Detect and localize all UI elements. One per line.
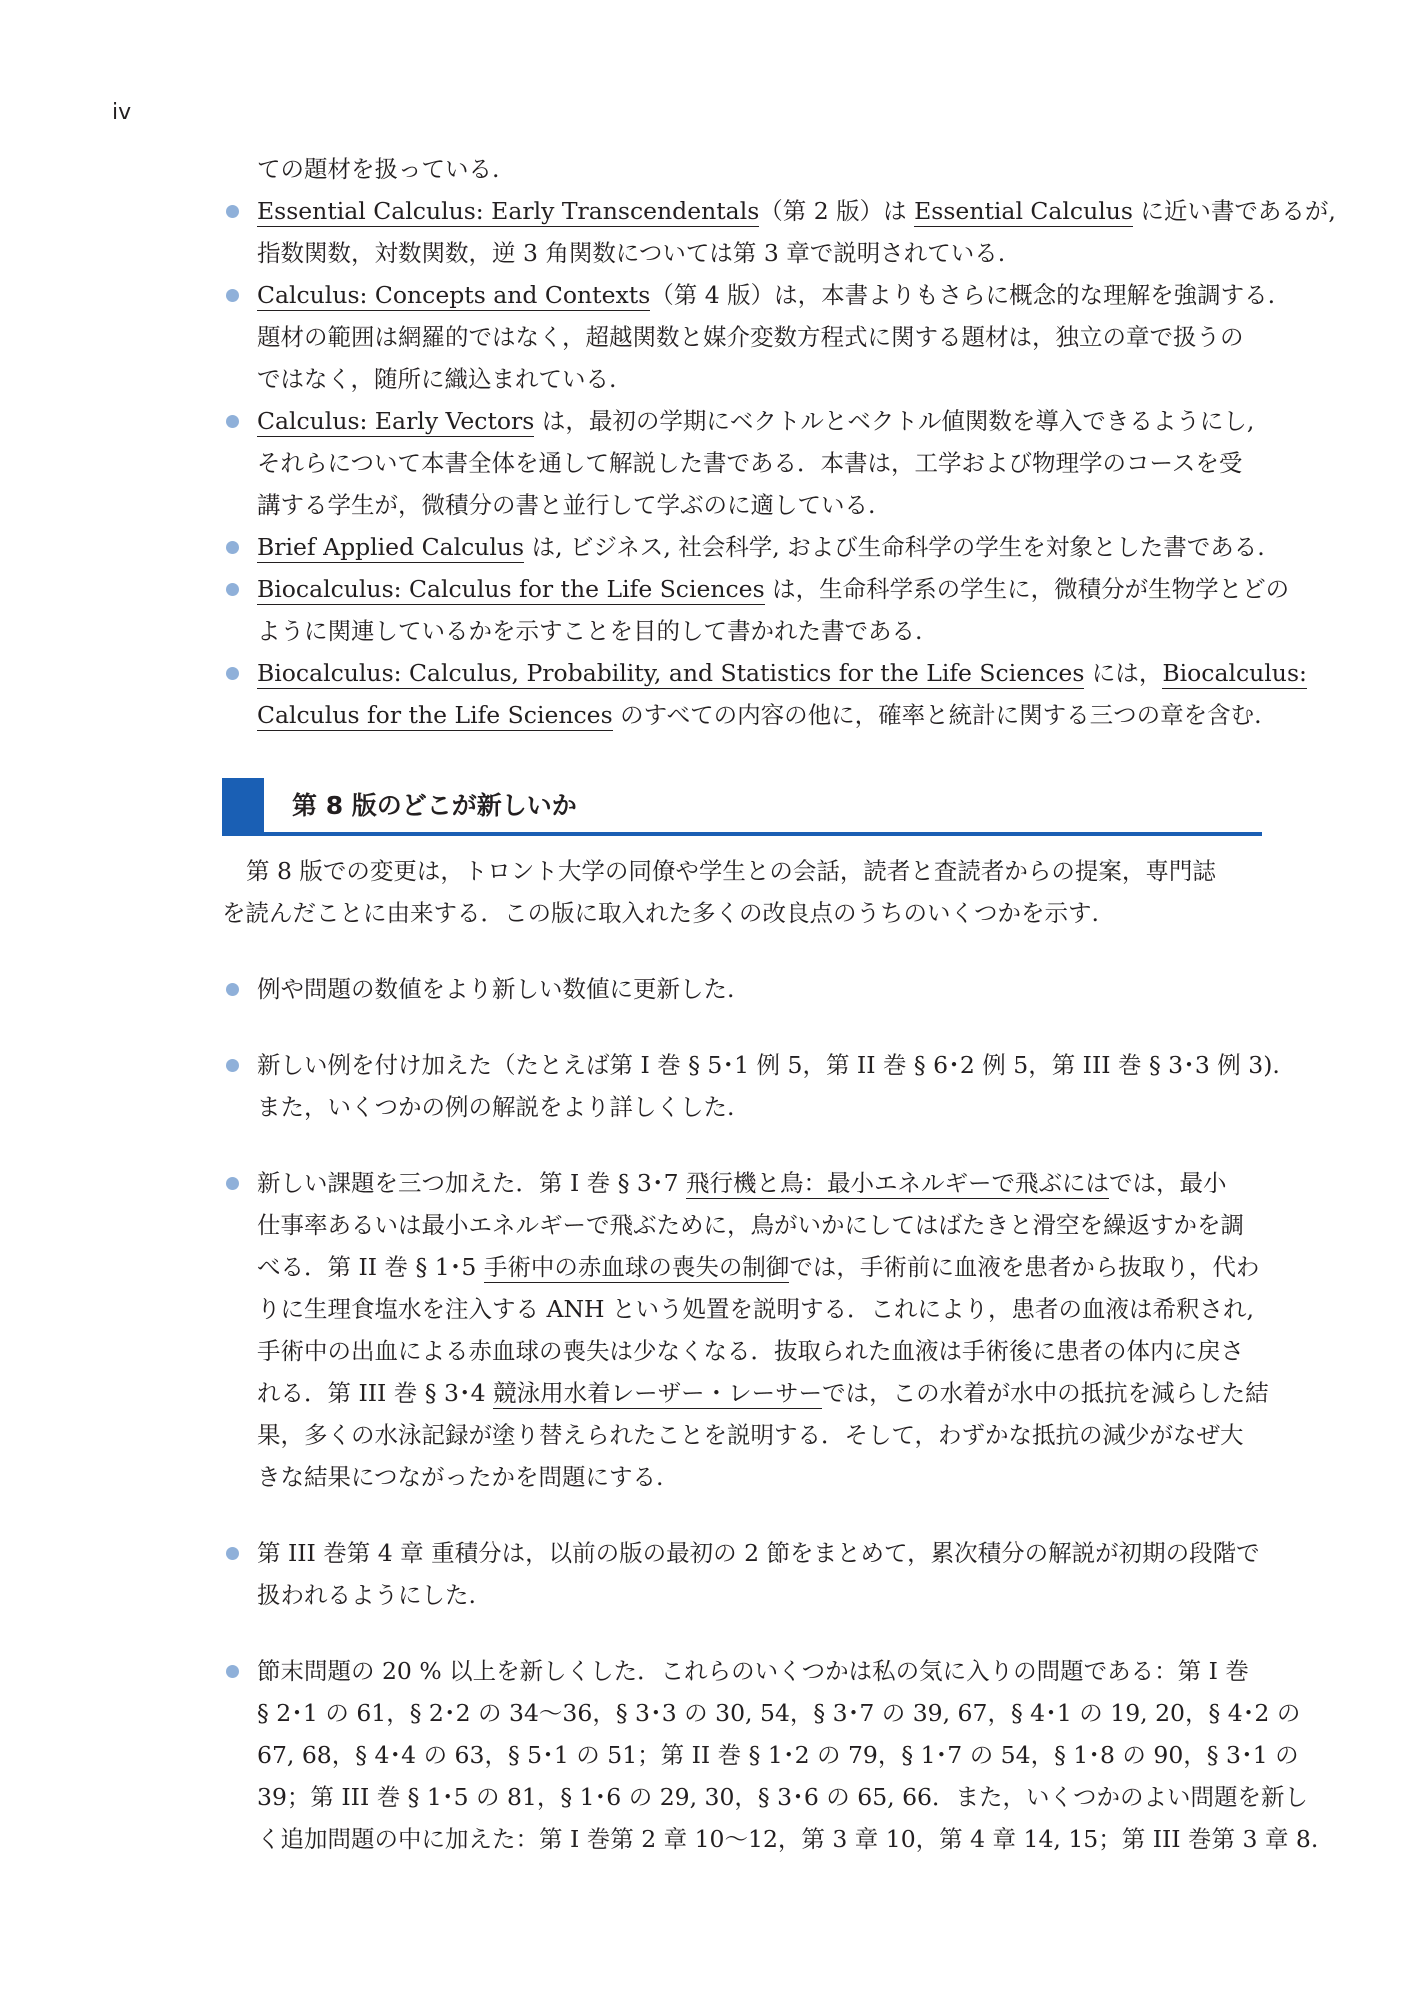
- book-title: Calculus: Concepts and Contexts: [257, 281, 651, 309]
- project-title: 競泳用水着レーザー・レーサー: [493, 1379, 823, 1407]
- list-text: く追加問題の中に加えた：第 I 巻第 2 章 10～12，第 3 章 10，第 4 章 14, 15；第 III 巻第 3 章 8.: [257, 1825, 1319, 1853]
- list-text: 仕事率あるいは最小エネルギーで飛ぶために，鳥がいかにしてはばたきと滑空を繰返すかを調: [257, 1211, 1244, 1239]
- list-text: それらについて本書全体を通して解説した書である．本書は，工学および物理学のコースを受: [257, 449, 1243, 477]
- book-title: Calculus for the Life Sciences: [257, 701, 613, 729]
- book-title: Essential Calculus: [914, 197, 1133, 225]
- heading-bar: [222, 778, 264, 832]
- list-item: [222, 400, 1262, 526]
- list-text: （第 4 版）は，本書よりもさらに概念的な理解を強調する.: [650, 281, 1276, 309]
- list-text: は，最初の学期にベクトルとベクトル値関数を導入できるようにし,: [534, 407, 1255, 435]
- list-text: では，この水着が水中の抵抗を減らした結: [822, 1379, 1269, 1407]
- list-item: [222, 568, 1290, 652]
- section-heading: [222, 778, 1262, 836]
- list-item: [222, 190, 1336, 274]
- list-text: りに生理食塩水を注入する ANH という処置を説明する．これにより，患者の血液は希釈され,: [257, 1295, 1254, 1323]
- list-text: 節末問題の 20 % 以上を新しくした．これらのいくつかは私の気に入りの問題である：第 I 巻: [257, 1657, 1249, 1685]
- list-text: には，: [1084, 659, 1163, 687]
- book-title: Biocalculus: Calculus, Probability, and Statistics for the Life Sciences: [257, 659, 1085, 687]
- book-title: Biocalculus:: [1162, 659, 1307, 687]
- project-title: 手術中の赤血球の喪失の制御: [483, 1253, 790, 1281]
- list-item: [222, 652, 1307, 736]
- bullet-icon: [226, 667, 239, 680]
- project-title: 飛行機と鳥：最小エネルギーで飛ぶには: [686, 1169, 1110, 1197]
- list-text: 第 III 巻第 4 章 重積分は，以前の版の最初の 2 節をまとめて，累次積分の解説が初期の段階で: [257, 1539, 1260, 1567]
- bullet-icon: [226, 1059, 239, 1072]
- list-text: 手術中の出血による赤血球の喪失は少なくなる．抜取られた血液は手術後に患者の体内に戻さ: [257, 1337, 1244, 1365]
- list-text: きな結果につながったかを問題にする.: [257, 1463, 664, 1491]
- bullet-icon: [226, 289, 239, 302]
- list-text: では，最小: [1109, 1169, 1227, 1197]
- bullet-icon: [226, 983, 239, 996]
- list-text: 指数関数，対数関数，逆 3 角関数については第 3 章で説明されている.: [257, 239, 1006, 267]
- list-text: は，生命科学系の学生に，微積分が生物学とどの: [764, 575, 1290, 603]
- intro-paragraph: を読んだことに由来する．この版に取入れた多くの改良点のうちのいくつかを示す.: [222, 899, 1099, 927]
- list-item: [222, 526, 1265, 568]
- book-title: Brief Applied Calculus: [257, 533, 525, 561]
- list-item: [222, 274, 1276, 400]
- book-title: Calculus: Early Vectors: [257, 407, 535, 435]
- list-text: べる．第 II 巻 § 1･5: [257, 1253, 484, 1281]
- page-number: iv: [112, 100, 132, 125]
- bullet-icon: [226, 1177, 239, 1190]
- list-text: 扱われるようにした.: [257, 1581, 476, 1609]
- list-text: また，いくつかの例の解説をより詳しくした.: [257, 1093, 735, 1121]
- list-text: に近い書であるが,: [1132, 197, 1336, 225]
- list-text: のすべての内容の他に，確率と統計に関する三つの章を含む.: [612, 701, 1262, 729]
- list-text: ではなく，随所に織込まれている.: [257, 365, 617, 393]
- bullet-icon: [226, 583, 239, 596]
- list-text: ように関連しているかを示すことを目的して書かれた書である.: [257, 617, 923, 645]
- list-text: は, ビジネス, 社会科学, および生命科学の学生を対象とした書である.: [524, 533, 1265, 561]
- list-text: 例や問題の数値をより新しい数値に更新した.: [257, 975, 735, 1003]
- list-item: [222, 1044, 1280, 1128]
- bullet-icon: [226, 1665, 239, 1678]
- list-text: （第 2 版）は: [759, 197, 915, 225]
- intro-paragraph: 第 8 版での変更は，トロント大学の同僚や学生との会話，読者と査読者からの提案，専門誌: [246, 857, 1216, 885]
- list-item: [222, 1162, 1269, 1498]
- editions-list: [222, 148, 1336, 736]
- bullet-icon: [226, 415, 239, 428]
- list-text: 新しい課題を三つ加えた．第 I 巻 § 3･7: [257, 1169, 687, 1197]
- list-text: 講する学生が，微積分の書と並行して学ぶのに適している.: [257, 491, 876, 519]
- bullet-icon: [226, 541, 239, 554]
- list-text: れる．第 III 巻 § 3･4: [257, 1379, 494, 1407]
- bullet-icon: [226, 1547, 239, 1560]
- new-in-edition-section: [222, 778, 1319, 1860]
- list-item: [222, 1532, 1262, 1616]
- list-item: [222, 1650, 1319, 1860]
- list-item: [222, 968, 1262, 1010]
- list-text: 新しい例を付け加えた（たとえば第 I 巻 § 5･1 例 5，第 II 巻 § 6･2 例 5，第 III 巻 § 3･3 例 3).: [257, 1051, 1280, 1079]
- continuation-text: ての題材を扱っている.: [257, 155, 500, 183]
- list-text: 題材の範囲は網羅的ではなく，超越関数と媒介変数方程式に関する題材は，独立の章で扱うの: [257, 323, 1244, 351]
- section-title: 第 8 版のどこが新しいか: [292, 791, 577, 820]
- list-text: 果，多くの水泳記録が塗り替えられたことを説明する．そして，わずかな抵抗の減少がなぜ大: [257, 1421, 1244, 1449]
- list-text: 39；第 III 巻 § 1･5 の 81，§ 1･6 の 29, 30，§ 3･6 の 65, 66．また，いくつかのよい問題を新し: [257, 1783, 1308, 1811]
- list-text: § 2･1 の 61，§ 2･2 の 34～36，§ 3･3 の 30, 54，§ 3･7 の 39, 67，§ 4･1 の 19, 20，§ 4･2 の: [257, 1699, 1301, 1727]
- book-title: Essential Calculus: Early Transcendentals: [257, 197, 760, 225]
- list-text: では，手術前に血液を患者から抜取り，代わ: [789, 1253, 1260, 1281]
- book-title: Biocalculus: Calculus for the Life Sciences: [257, 575, 765, 603]
- list-text: 67, 68，§ 4･4 の 63，§ 5･1 の 51；第 II 巻 § 1･2 の 79，§ 1･7 の 54，§ 1･8 の 90，§ 3･1 の: [257, 1741, 1299, 1769]
- bullet-icon: [226, 205, 239, 218]
